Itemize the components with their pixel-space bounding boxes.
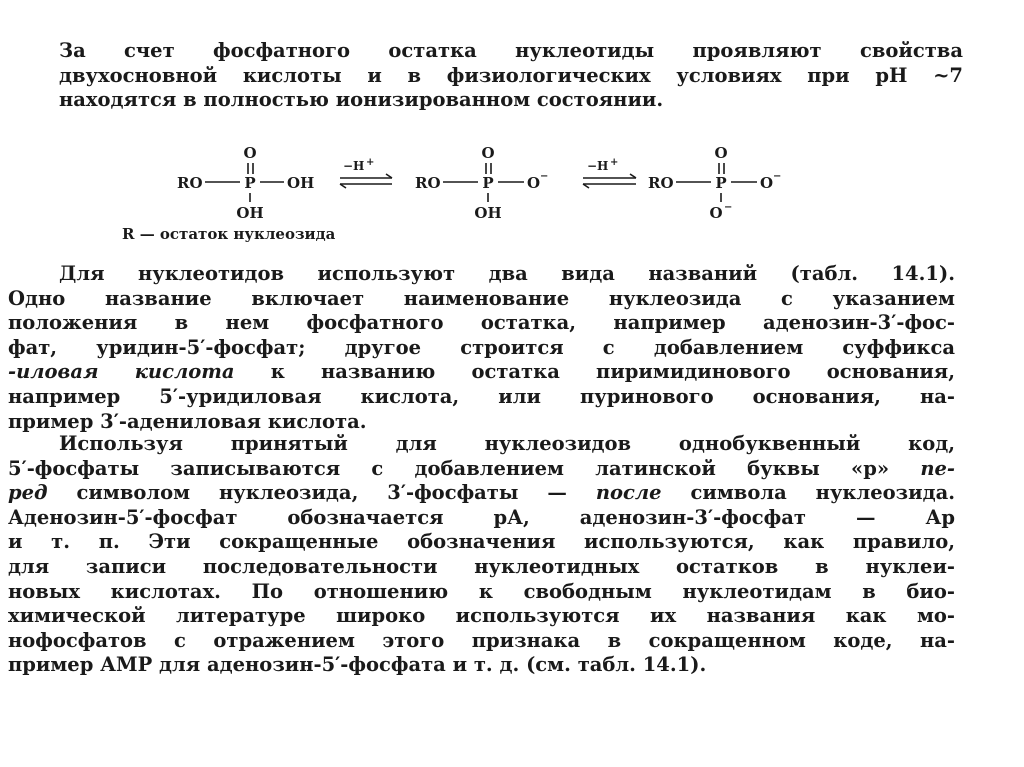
o-minus-bottom: O	[709, 204, 723, 222]
text-line	[0, 481, 955, 506]
text-line: Используя принятый для нуклеозидов однобуквенный код,	[59, 432, 955, 455]
text-line: За счет фосфатного остатка нуклеотиды проявляют свойства	[59, 39, 963, 62]
italic-word: ред	[8, 481, 48, 505]
equilibrium-arrow-2	[583, 157, 636, 188]
oh-group: OH	[287, 174, 315, 192]
arrow-label: −H	[587, 159, 609, 173]
paragraph-ionization	[0, 39, 1024, 113]
minus-charge: −	[540, 171, 549, 182]
text-line: Аденозин-5′-фосфат обозначается рА, аденозин-3′-фосфат — Ар	[8, 505, 955, 529]
equilibrium-arrow-1	[340, 157, 392, 188]
structure-phosphoric-monoester	[177, 144, 314, 222]
text-line: нофосфатов с отражением этого признака в сокращенном коде, на-	[8, 628, 955, 652]
text-line: пример 3′-адениловая кислота.	[8, 409, 367, 433]
o-top: O	[243, 144, 257, 162]
text-line: для записи последовательности нуклеотидных остатков в нуклеи-	[8, 554, 955, 578]
structure-dianion	[648, 144, 781, 222]
text-line: положения в нем фосфатного остатка, например аденозин-3′-фос-	[8, 311, 955, 335]
text-line: двухосновной кислоты и в физиологических условиях при рН ~7	[59, 63, 963, 87]
text-line: новых кислотах. По отношению к свободным нуклеотидам в био-	[8, 579, 955, 603]
phosphate-ionization-scheme	[0, 138, 1024, 250]
text-line	[0, 457, 955, 482]
text-line: химической литературе широко используются их названия как мо-	[8, 604, 955, 628]
text-line: Для нуклеотидов используют два вида названий (табл. 14.1).	[59, 262, 955, 285]
text-line: пример АМР для аденозин-5′-фосфата и т. д. (см. табл. 14.1).	[8, 653, 707, 677]
minus-charge: −	[724, 202, 733, 213]
o-top: O	[714, 144, 728, 162]
text-run: символом нуклеозида, 3′-фосфаты —	[47, 481, 596, 505]
italic-word: пе-	[920, 456, 955, 480]
text-line: например 5′-уридиловая кислота, или пуринового основания, на-	[8, 384, 955, 408]
text-line: находятся в полностью ионизированном состоянии.	[59, 88, 664, 112]
text-run: символа нуклеозида.	[661, 481, 955, 505]
minus-charge: −	[773, 171, 782, 182]
italic-word: после	[595, 481, 662, 505]
ro-group: RO	[177, 174, 203, 192]
ro-group: RO	[415, 174, 441, 192]
o-minus-group: O	[760, 174, 774, 192]
text-line: фат, уридин-5′-фосфат; другое строится с добавлением суффикса	[8, 335, 955, 359]
text-line: Одно название включает наименование нуклеозида с указанием	[8, 286, 955, 310]
paragraph-one-letter-code	[0, 432, 1024, 678]
paragraph-naming	[0, 262, 1024, 434]
italic-suffix: -иловая кислота	[8, 360, 235, 384]
arrow-label-plus: +	[366, 157, 375, 168]
oh-bottom: OH	[474, 204, 502, 222]
text-run: к названию остатка пиримидинового основания,	[234, 360, 955, 384]
o-minus-group: O	[527, 174, 541, 192]
text-line	[0, 360, 955, 385]
structure-monoanion	[415, 144, 548, 222]
oh-bottom: OH	[236, 204, 264, 222]
arrow-label-plus: +	[610, 157, 619, 168]
p-atom: P	[482, 174, 494, 192]
p-atom: P	[715, 174, 727, 192]
text-line: и т. п. Эти сокращенные обозначения используются, как правило,	[8, 530, 955, 554]
p-atom: P	[244, 174, 256, 192]
ro-group: RO	[648, 174, 674, 192]
scheme-caption: R — остаток нуклеозида	[122, 225, 336, 243]
o-top: O	[481, 144, 495, 162]
text-run: 5′-фосфаты записываются с добавлением латинской буквы «р»	[8, 456, 921, 480]
arrow-label: −H	[343, 159, 365, 173]
